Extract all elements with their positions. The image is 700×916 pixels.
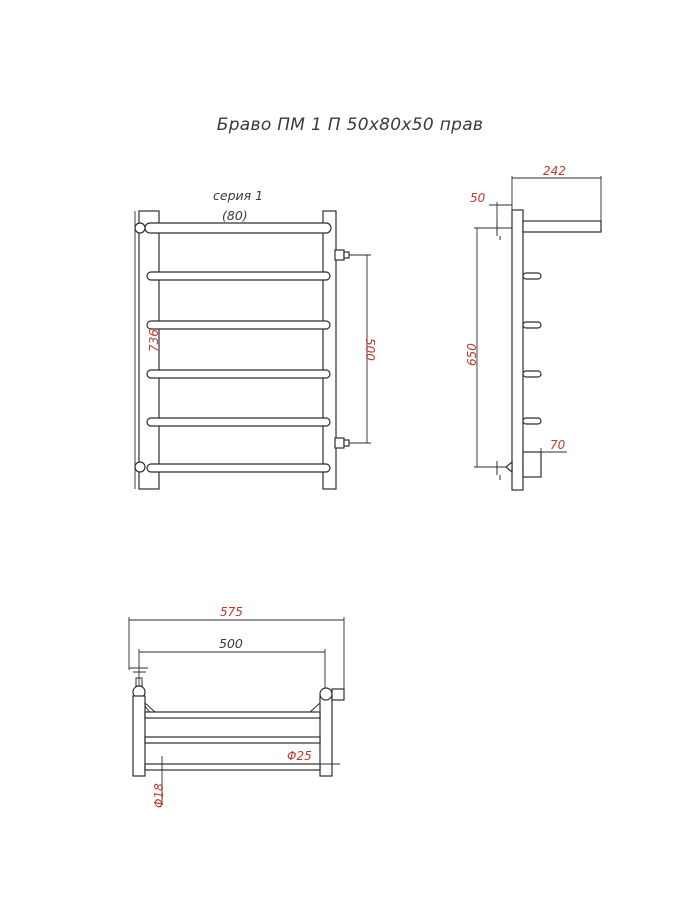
side-upright xyxy=(512,210,523,490)
top-wall-bracket xyxy=(129,668,148,672)
dim-depth: 242 xyxy=(543,164,566,178)
rung xyxy=(147,464,330,472)
right-connector xyxy=(332,689,344,700)
right-connector-circle xyxy=(320,688,332,700)
rung xyxy=(147,418,330,426)
connector-top xyxy=(335,250,344,260)
series-model-label: (80) xyxy=(222,208,248,223)
top-view-bar xyxy=(145,737,320,743)
dim-total-width: 575 xyxy=(220,605,243,619)
right-upright xyxy=(323,211,336,489)
drawing-title: Браво ПМ 1 П 50х80х50 прав xyxy=(216,115,484,135)
dim-total-height: 736 xyxy=(147,329,161,352)
left-cap-bottom xyxy=(135,462,145,472)
dim-connector-length: 70 xyxy=(550,438,566,452)
connector-bottom xyxy=(335,438,344,448)
series-label: серия 1 xyxy=(213,188,264,203)
side-rung-stub xyxy=(523,371,541,377)
side-lower-connector xyxy=(523,452,541,477)
top-view-bar xyxy=(145,712,320,718)
front-view xyxy=(135,188,377,489)
bracket-fin xyxy=(506,462,512,472)
side-top-bar xyxy=(523,221,601,232)
rung-top xyxy=(145,223,331,233)
top-view-bar xyxy=(145,764,320,770)
top-view xyxy=(129,605,344,808)
dim-pipe-diameter-main: Φ25 xyxy=(287,749,312,763)
left-cap-top xyxy=(135,223,145,233)
side-view xyxy=(465,164,601,490)
rung xyxy=(147,321,330,329)
top-rail-slant xyxy=(145,703,320,712)
top-left-upright xyxy=(133,696,145,776)
rung xyxy=(147,272,330,280)
dim-wall-offset: 50 xyxy=(470,191,486,205)
dim-connection-width: 500 xyxy=(219,636,243,651)
connector-top-tip xyxy=(344,252,349,258)
side-rung-stub xyxy=(523,273,541,279)
side-rung-stub xyxy=(523,418,541,424)
dim-connection-spacing: 500 xyxy=(363,338,377,361)
wall-bracket-top xyxy=(492,222,512,240)
dim-pipe-diameter-rung: Φ18 xyxy=(152,783,166,808)
side-rung-stub xyxy=(523,322,541,328)
connector-bottom-tip xyxy=(344,440,349,446)
dim-side-connection-height: 650 xyxy=(465,343,479,366)
rung xyxy=(147,370,330,378)
